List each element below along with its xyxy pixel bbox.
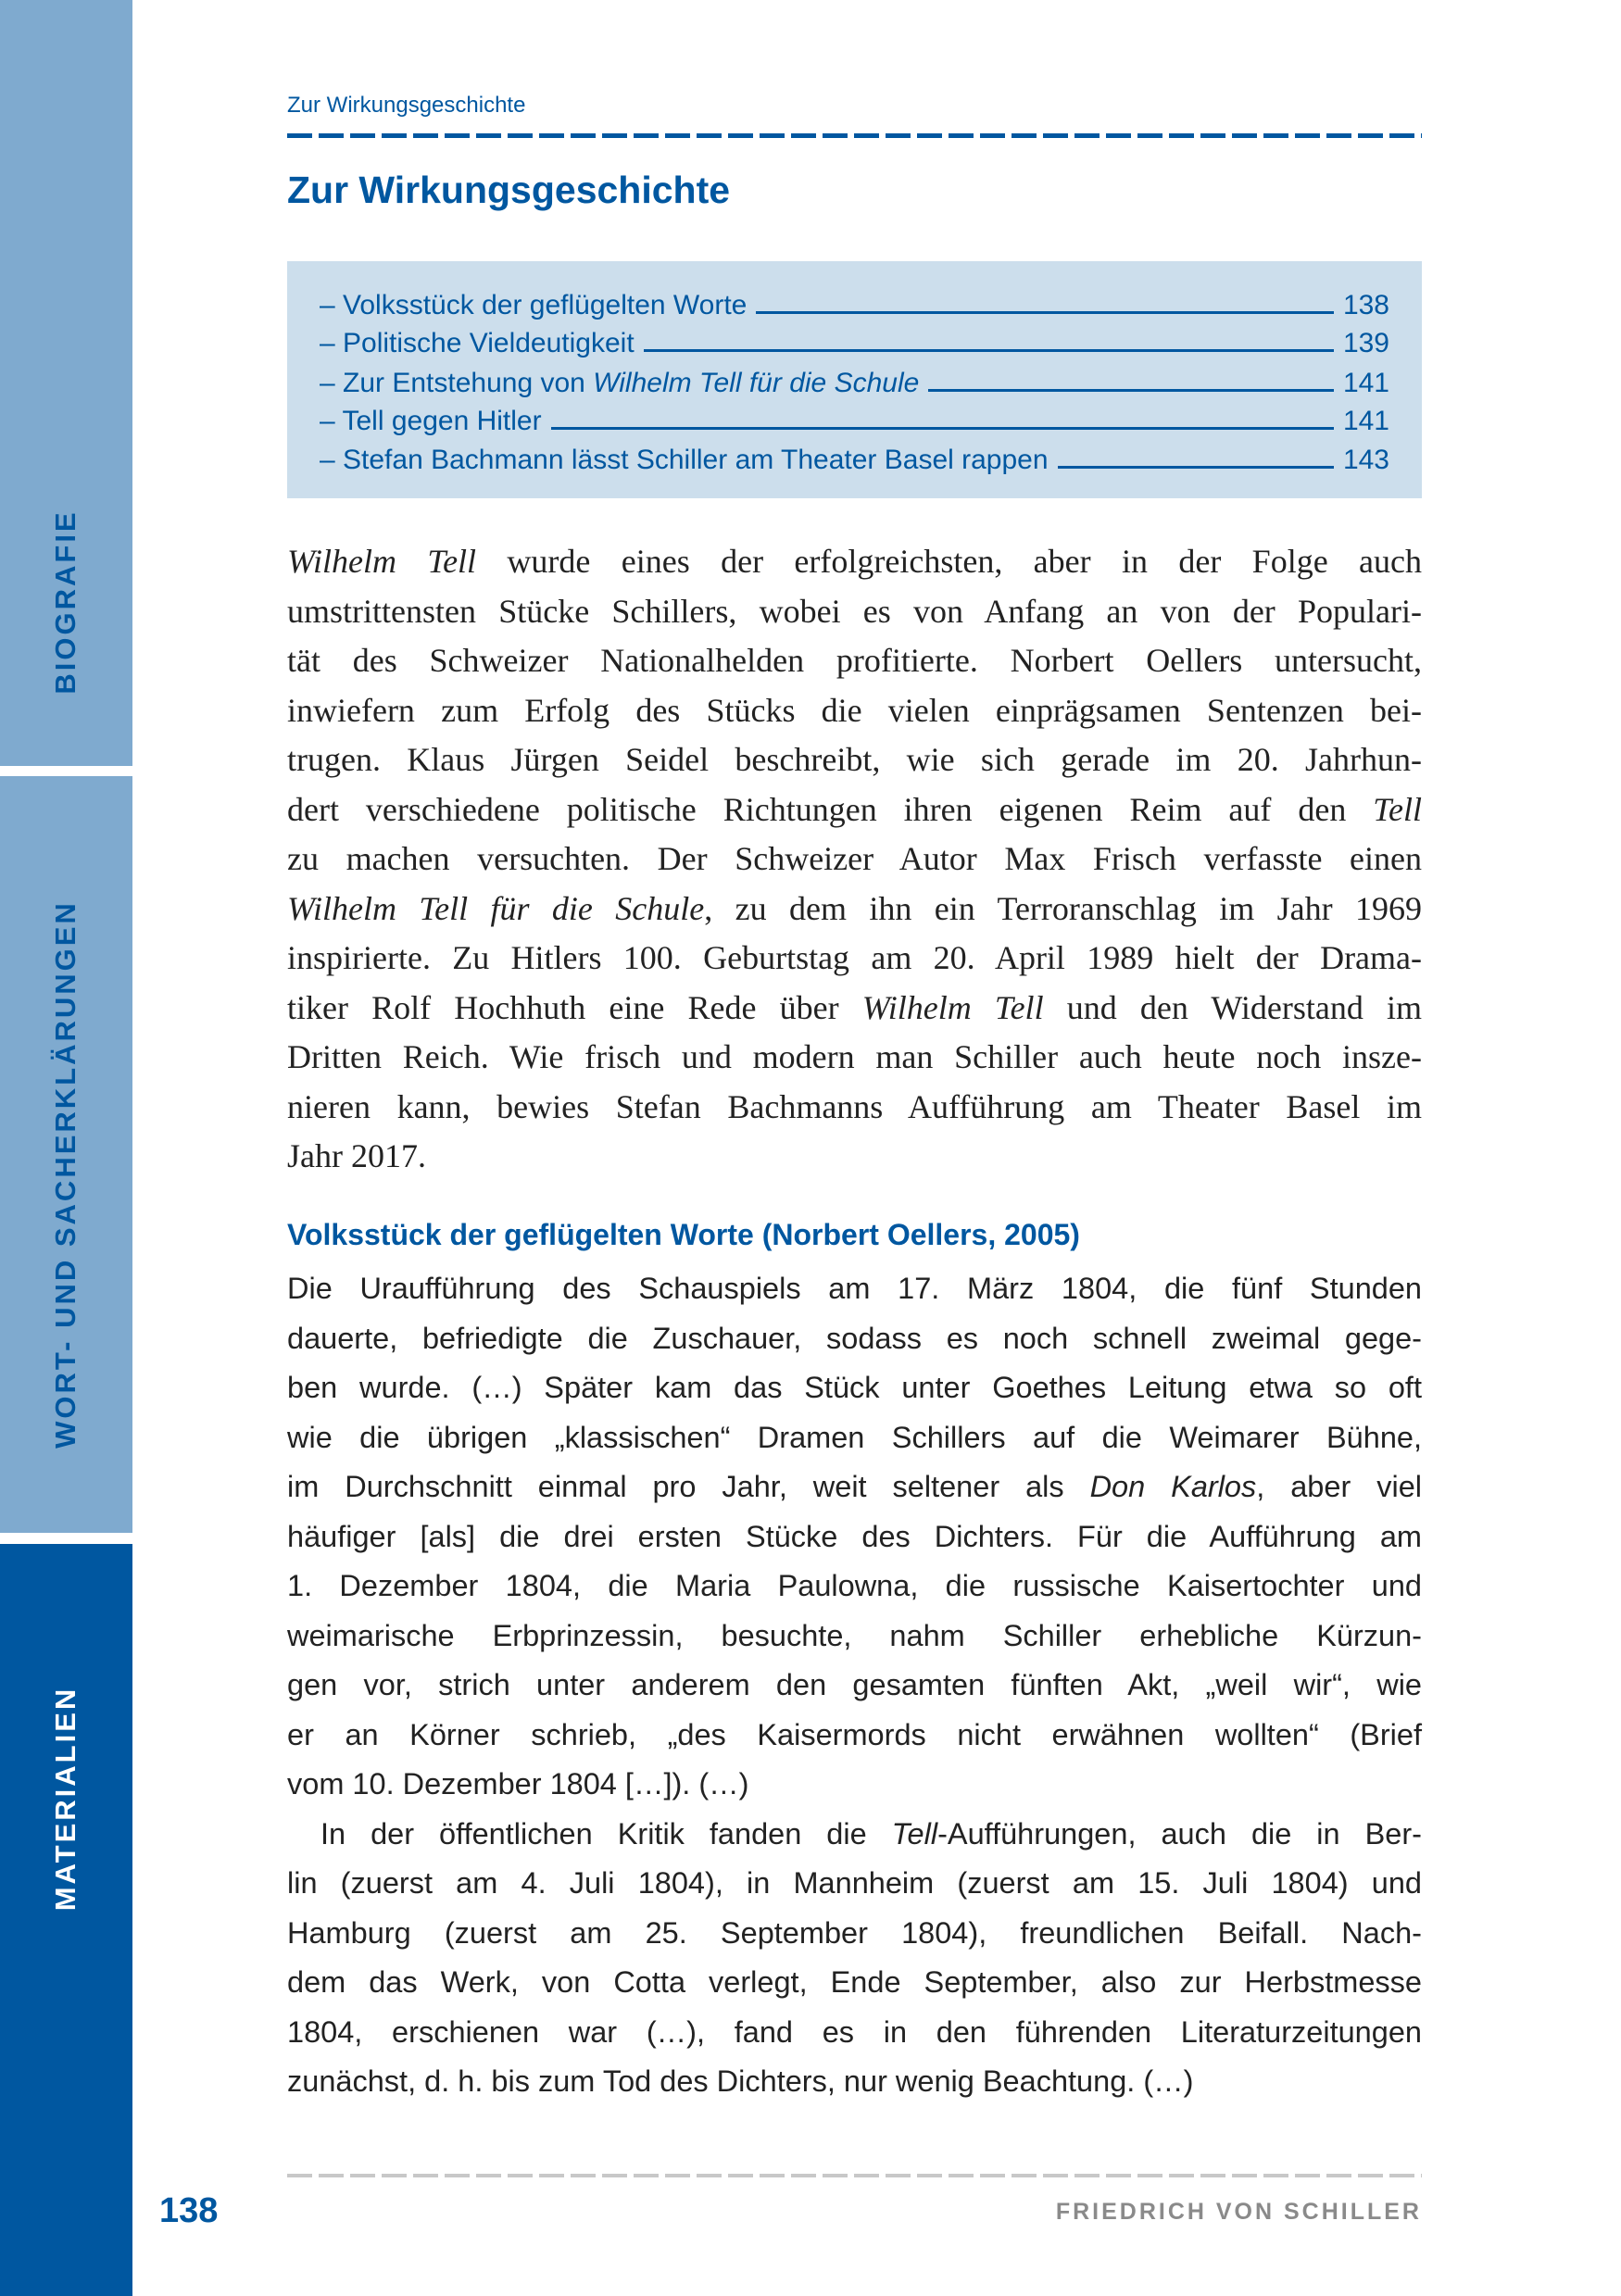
- text-segment: -Aufführungen, auch die in Ber-: [937, 1816, 1422, 1851]
- section-heading: Volksstück der geflügelten Worte (Norbert Oellers, 2005): [287, 1218, 1080, 1251]
- text-segment: ben wurde. (…) Später kam das Stück unter Goethes Leitung etwa so oft: [287, 1371, 1422, 1404]
- text-line: [287, 1810, 1422, 1860]
- text-segment: wurde eines der erfolgreichsten, aber in der Folge auch: [476, 543, 1423, 580]
- footer-divider: [287, 2174, 1422, 2177]
- text-segment: wie die übrigen „klassischen“ Dramen Schillers auf die Weimarer Bühne,: [287, 1420, 1422, 1454]
- toc-leader-line: [551, 427, 1334, 430]
- text-segment: im Durchschnitt einmal pro Jahr, weit seltener als: [287, 1470, 1090, 1503]
- text-segment: 1804, erschienen war (…), fand es in den führenden Literaturzeitungen: [287, 2014, 1422, 2049]
- table-of-contents: [287, 261, 1422, 498]
- sidebar-tab-label: MATERIALIEN: [49, 1686, 82, 1912]
- text-segment: In der öffentlichen Kritik fanden die: [320, 1816, 892, 1851]
- text-line: [287, 1562, 1422, 1612]
- sidebar-tab-wort-und-sacherklaerungen[interactable]: [0, 776, 132, 1533]
- text-segment: gen vor, strich unter anderem den gesamten fünften Akt, „weil wir“, wie: [287, 1668, 1422, 1701]
- text-line: [287, 1661, 1422, 1711]
- text-segment: Hamburg (zuerst am 25. September 1804), freundlichen Beifall. Nach-: [287, 1915, 1422, 1950]
- italic-text: Tell: [1373, 790, 1422, 828]
- text-segment: – Tell gegen Hitler: [320, 406, 542, 436]
- text-line: [287, 785, 1422, 835]
- text-segment: trugen. Klaus Jürgen Seidel beschreibt, wie sich gerade im 20. Jahrhun-: [287, 741, 1422, 778]
- text-segment: zunächst, d. h. bis zum Tod des Dichters, nur wenig Beachtung. (…): [287, 2064, 1194, 2098]
- text-line: [287, 537, 1422, 587]
- toc-entry[interactable]: [320, 322, 1389, 359]
- text-segment: dauerte, befriedigte die Zuschauer, sodass es noch schnell zweimal gege-: [287, 1321, 1422, 1355]
- text-line: [287, 1462, 1422, 1512]
- text-line: [287, 1711, 1422, 1761]
- text-segment: inspirierte. Zu Hitlers 100. Geburtstag am 20. April 1989 hielt der Drama-: [287, 939, 1422, 976]
- text-line: [287, 1413, 1422, 1463]
- italic-text: Tell: [891, 1816, 938, 1851]
- sidebar-tab-materialien[interactable]: [0, 1544, 132, 2296]
- text-segment: – Politische Vieldeutigkeit: [320, 328, 635, 358]
- text-line: [287, 2057, 1422, 2107]
- text-segment: umstrittensten Stücke Schillers, wobei es von Anfang an von der Populari-: [287, 592, 1422, 630]
- text-line: [287, 1363, 1422, 1413]
- text-segment: 1. Dezember 1804, die Maria Paulowna, die russische Kaisertochter und: [287, 1569, 1422, 1602]
- text-line: [287, 636, 1422, 686]
- italic-text: Wilhelm Tell: [287, 543, 477, 580]
- toc-entry[interactable]: [320, 362, 1389, 399]
- text-line: [287, 934, 1422, 984]
- text-line: [287, 1909, 1422, 1959]
- text-line: [287, 834, 1422, 885]
- sidebar-tab-biografie[interactable]: [0, 0, 132, 766]
- section-body: [287, 1264, 1422, 2107]
- text-line: [287, 1612, 1422, 1662]
- text-segment: nieren kann, bewies Stefan Bachmanns Aufführung am Theater Basel im: [287, 1087, 1422, 1125]
- text-segment: – Stefan Bachmann lässt Schiller am Theater Basel rappen: [320, 445, 1049, 475]
- toc-page-number: 141: [1342, 406, 1389, 436]
- text-segment: , aber viel: [1256, 1470, 1422, 1503]
- text-line: [287, 735, 1422, 785]
- text-line: [287, 984, 1422, 1034]
- text-segment: und den Widerstand im: [1043, 988, 1422, 1026]
- sidebar-tab-label: WORT- UND SACHERKLÄRUNGEN: [49, 900, 82, 1449]
- toc-entry-label: [320, 328, 635, 359]
- text-line: [287, 686, 1422, 736]
- italic-text: Wilhelm Tell für die Schule: [593, 368, 920, 398]
- text-segment: er an Körner schrieb, „des Kaisermords nicht erwähnen wollten“ (Brief: [287, 1717, 1422, 1751]
- text-segment: dert verschiedene politische Richtungen ihren eigenen Reim auf den: [287, 790, 1374, 828]
- text-segment: Die Uraufführung des Schauspiels am 17. März 1804, die fünf Stunden: [287, 1272, 1422, 1305]
- italic-text: Don Karlos: [1089, 1470, 1257, 1503]
- text-line: [287, 1958, 1422, 2008]
- text-line: [287, 587, 1422, 637]
- text-line: [287, 2008, 1422, 2058]
- toc-page-number: 143: [1342, 445, 1389, 475]
- italic-text: Wilhelm Tell: [861, 988, 1044, 1026]
- toc-leader-line: [756, 311, 1334, 314]
- toc-leader-line: [644, 349, 1334, 352]
- text-segment: zu machen versuchten. Der Schweizer Autor Max Frisch verfasste einen: [287, 840, 1422, 877]
- toc-entry[interactable]: [320, 439, 1389, 476]
- text-segment: dem das Werk, von Cotta verlegt, Ende September, also zur Herbstmesse: [287, 1965, 1422, 1999]
- text-segment: tiker Rolf Hochhuth eine Rede über: [287, 988, 862, 1026]
- text-line: [287, 1083, 1422, 1133]
- toc-entry-label: [320, 406, 542, 437]
- toc-page-number: 141: [1342, 368, 1389, 398]
- toc-page-number: 139: [1342, 328, 1389, 358]
- text-segment: lin (zuerst am 4. Juli 1804), in Mannheim (zuerst am 15. Juli 1804) und: [287, 1866, 1422, 1900]
- toc-entry[interactable]: [320, 284, 1389, 321]
- toc-leader-line: [1058, 466, 1334, 469]
- sidebar-tab-label: BIOGRAFIE: [49, 509, 82, 695]
- toc-entry-label: [320, 445, 1049, 476]
- text-line: [287, 885, 1422, 935]
- toc-entry-label: [320, 368, 919, 399]
- page-number: 138: [159, 2191, 219, 2230]
- italic-text: Wilhelm Tell für die Schule: [287, 889, 705, 927]
- text-segment: inwiefern zum Erfolg des Stücks die vielen einprägsamen Sentenzen bei-: [287, 691, 1422, 729]
- text-segment: weimarische Erbprinzessin, besuchte, nahm Schiller erhebliche Kürzun-: [287, 1618, 1422, 1652]
- text-segment: tät des Schweizer Nationalhelden profitierte. Norbert Oellers untersucht,: [287, 642, 1422, 679]
- footer-author: FRIEDRICH VON SCHILLER: [1055, 2199, 1422, 2225]
- running-header: Zur Wirkungsgeschichte: [287, 93, 526, 118]
- text-line: [287, 1314, 1422, 1364]
- text-segment: , zu dem ihn ein Terroranschlag im Jahr 1969: [704, 889, 1423, 927]
- toc-leader-line: [928, 389, 1334, 392]
- page-title: Zur Wirkungsgeschichte: [287, 169, 731, 211]
- text-segment: Dritten Reich. Wie frisch und modern man Schiller auch heute noch insze-: [287, 1038, 1422, 1075]
- text-line: [287, 1033, 1422, 1083]
- intro-paragraph: [287, 537, 1422, 1182]
- text-segment: vom 10. Dezember 1804 […]). (…): [287, 1767, 749, 1800]
- text-segment: – Volksstück der geflügelten Worte: [320, 290, 748, 320]
- toc-page-number: 138: [1342, 290, 1389, 320]
- toc-entry[interactable]: [320, 400, 1389, 437]
- text-segment: Jahr 2017.: [287, 1137, 426, 1174]
- toc-entry-label: [320, 290, 747, 321]
- text-segment: – Zur Entstehung von: [320, 368, 594, 398]
- text-segment: häufiger [als] die drei ersten Stücke des Dichters. Für die Aufführung am: [287, 1519, 1422, 1553]
- header-divider: [287, 133, 1422, 138]
- text-line: [287, 1132, 1422, 1182]
- text-line: [287, 1859, 1422, 1909]
- text-line: [287, 1760, 1422, 1810]
- text-line: [287, 1264, 1422, 1314]
- text-line: [287, 1512, 1422, 1562]
